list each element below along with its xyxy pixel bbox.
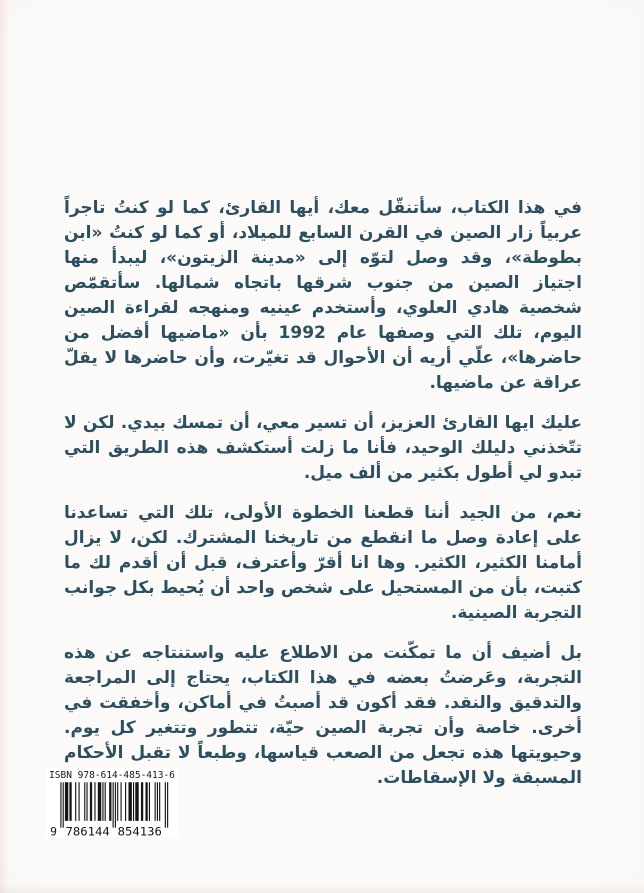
barcode-digits: 9 [50, 824, 57, 837]
isbn-barcode-block [46, 768, 178, 837]
blurb-paragraph-1: في هذا الكتاب، سأتنقّل معك، أيها القارئ، كما لو كنتُ تاجراً عربياً زار الصين في القرن السابع للميلاد، أو كما لو كنتُ «ابن بطوطة»، وقد وصل لتوّه إلى «مدينة الزيتون»، ليبدأ منها اجتياز الصين من جنوب شرقها باتجاه شمالها. سأتقمّص شخصية هادي العلوي، وأستخدم عينيه ومنهجه لقراءة الصين اليوم، تلك التي وصفها عام 1992 بأن «ماضيها أفضل من حاضرها»، علّي أريه أن الأحوال قد تغيّرت، وأن حاضرها لا يقلّ عراقة عن ماضيها. [64, 198, 582, 393]
isbn-label: ISBN 978-614-485-413-6 [49, 770, 175, 781]
barcode-digits: 854136 [117, 824, 163, 837]
page-bottom-shadow [0, 885, 644, 893]
blurb-paragraph-3: نعم، من الجيد أننا قطعنا الخطوة الأولى، تلك التي تساعدنا على إعادة وصل ما انقطع من تاريخنا المشترك. لكن، لا يزال أمامنا الكثير، الكثير. وها انا أقرّ وأعترف، قبل أن أقدم لك ما كتبت، بأن من المستحيل على شخص واحد أن يُحيط بكل جوانب التجربة الصينية. [64, 503, 582, 623]
page-edge-tint [0, 0, 16, 893]
blurb-paragraph-4: بل أضيف أن ما تمكّنت من الاطلاع عليه واستنتاجه عن هذه التجربة، وعَرضتُ بعضه في هذا الكتاب، يحتاج إلى المراجعة والتدقيق والنقد. فقد أكون قد أصبتُ في أماكن، وأخفقت في أخرى. خاصة وأن تجربة الصين حيّة، تتطور وتتغير كل يوم. وحيويتها هذه تجعل من الصعب قياسها، وطبعاً لا تقبل الأحكام المسبقة ولا الإسقاطات. [64, 643, 582, 788]
blurb-text [64, 196, 582, 806]
ean13-barcode [49, 782, 175, 837]
blurb-paragraph-2: عليك ايها القارئ العزيز، أن تسير معي، أن تمسك بيدي. لكن لا تتّخذني دليلك الوحيد، فأنا ما زلت أستكشف هذه الطريق التي تبدو لي أطول بكثير من ألف ميل. [64, 413, 582, 483]
barcode-digits: 786144 [65, 824, 110, 837]
